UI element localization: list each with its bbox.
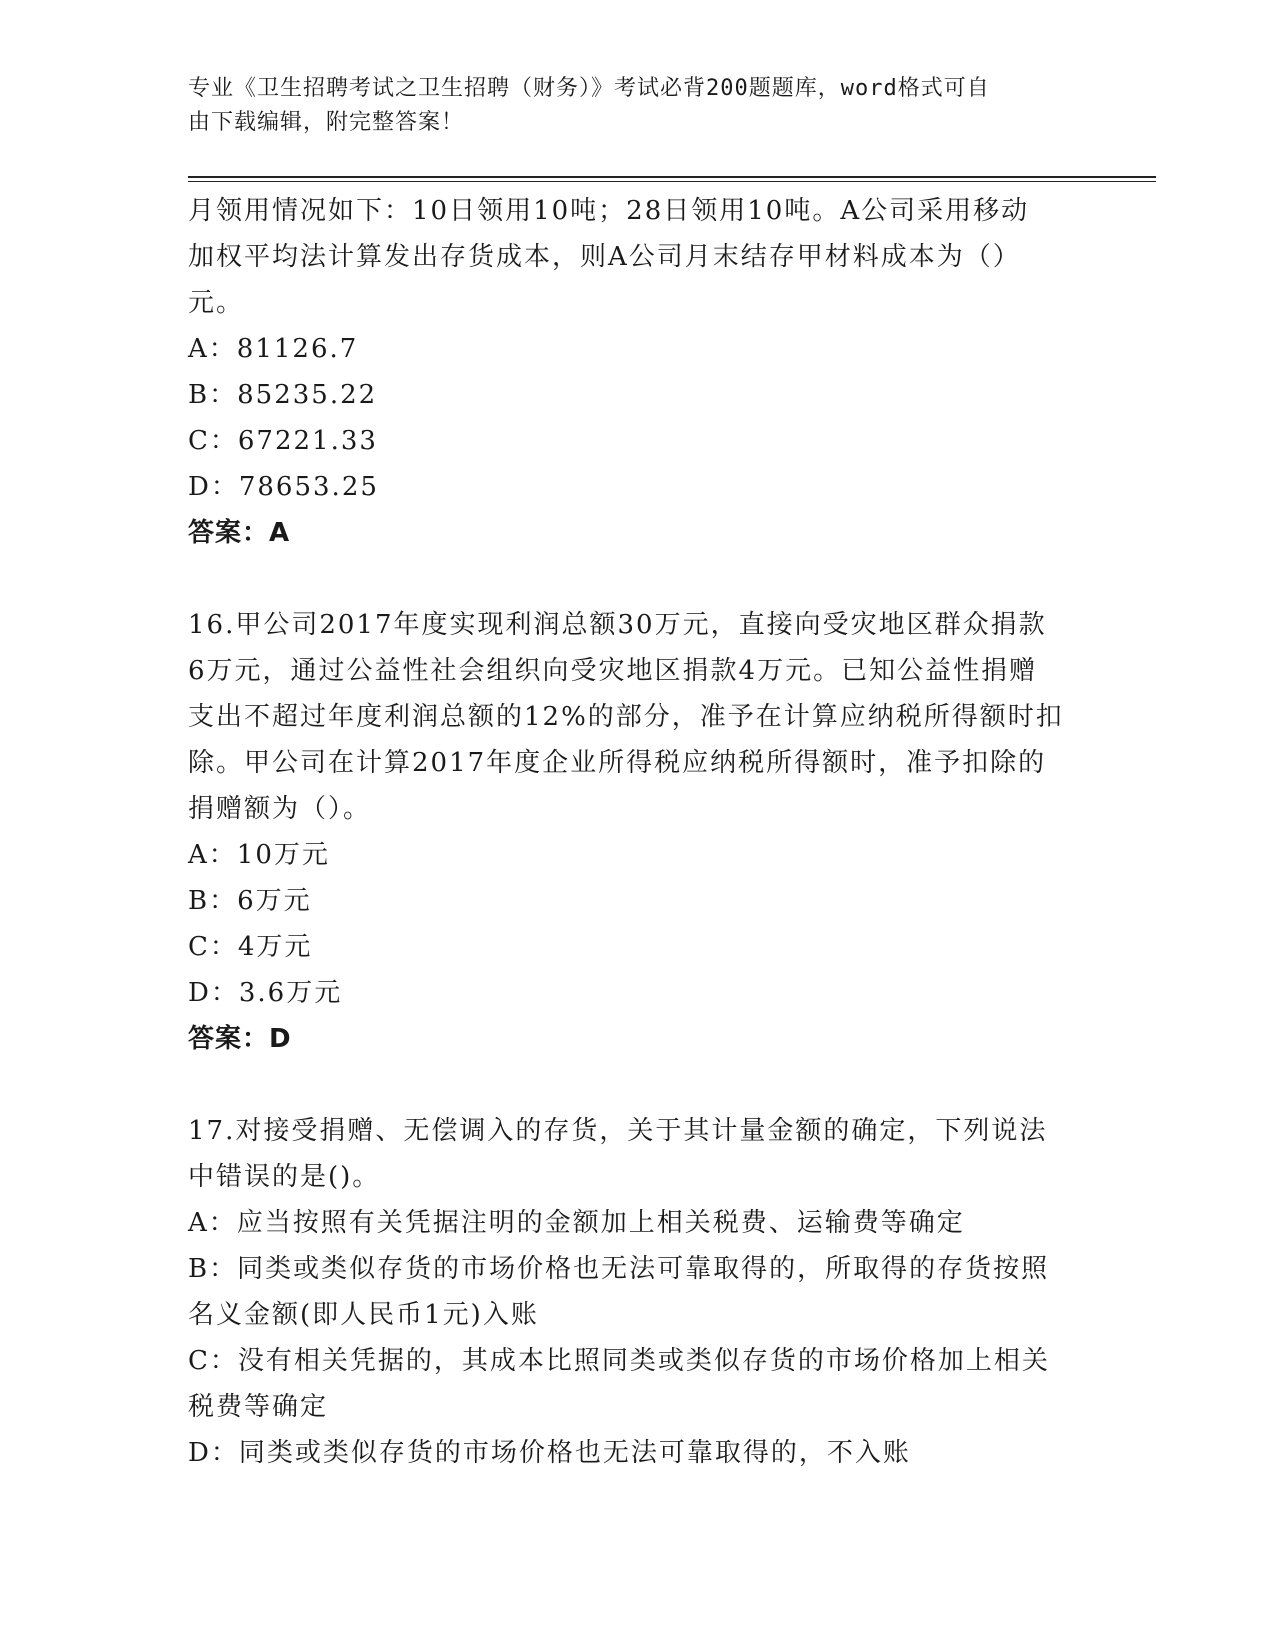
option-b-continued: 名义金额(即人民币1元)入账	[188, 1300, 539, 1330]
answer-label: 答案：A	[188, 518, 291, 548]
option-c: C：67221.33	[188, 426, 378, 456]
option-a: A：81126.7	[188, 334, 359, 364]
question-17	[188, 1108, 1088, 1476]
question-text-line: 16.甲公司2017年度实现利润总额30万元，直接向受灾地区群众捐款	[188, 610, 1047, 640]
option-c: C：4万元	[188, 932, 313, 962]
header-line-1: 专业《卫生招聘考试之卫生招聘（财务）》考试必背200题题库，word格式可自	[188, 76, 990, 101]
option-b: B：同类或类似存货的市场价格也无法可靠取得的，所取得的存货按照	[188, 1254, 1050, 1284]
question-text-line: 月领用情况如下：10日领用10吨；28日领用10吨。A公司采用移动	[188, 196, 1030, 226]
question-15	[188, 188, 1088, 556]
option-d: D：3.6万元	[188, 978, 343, 1008]
option-c-continued: 税费等确定	[188, 1392, 329, 1422]
question-text-line: 支出不超过年度利润总额的12%的部分，准予在计算应纳税所得额时扣	[188, 702, 1064, 732]
spacer	[188, 1062, 1088, 1108]
option-b: B：6万元	[188, 886, 312, 916]
question-16	[188, 602, 1088, 1062]
question-text-line: 加权平均法计算发出存货成本，则A公司月末结存甲材料成本为（）	[188, 242, 1021, 272]
question-text-line: 元。	[188, 288, 245, 318]
question-text-line: 17.对接受捐赠、无偿调入的存货，关于其计量金额的确定，下列说法	[188, 1116, 1048, 1146]
option-d: D：78653.25	[188, 472, 379, 502]
question-content	[188, 188, 1088, 1476]
option-c: C：没有相关凭据的，其成本比照同类或类似存货的市场价格加上相关	[188, 1346, 1050, 1376]
question-text-line: 中错误的是()。	[188, 1162, 381, 1192]
question-text-line: 捐赠额为（）。	[188, 794, 372, 824]
document-header	[188, 72, 1088, 140]
question-text-line: 6万元，通过公益性社会组织向受灾地区捐款4万元。已知公益性捐赠	[188, 656, 1038, 686]
option-d: D：同类或类似存货的市场价格也无法可靠取得的，不入账	[188, 1438, 911, 1468]
header-line-2: 由下载编辑，附完整答案！	[188, 110, 465, 135]
option-b: B：85235.22	[188, 380, 378, 410]
spacer	[188, 556, 1088, 602]
option-a: A：应当按照有关凭据注明的金额加上相关税费、运输费等确定	[188, 1208, 965, 1238]
question-text-line: 除。甲公司在计算2017年度企业所得税应纳税所得额时，准予扣除的	[188, 748, 1047, 778]
header-divider	[188, 176, 1156, 182]
option-a: A：10万元	[188, 840, 330, 870]
answer-label: 答案：D	[188, 1024, 292, 1054]
